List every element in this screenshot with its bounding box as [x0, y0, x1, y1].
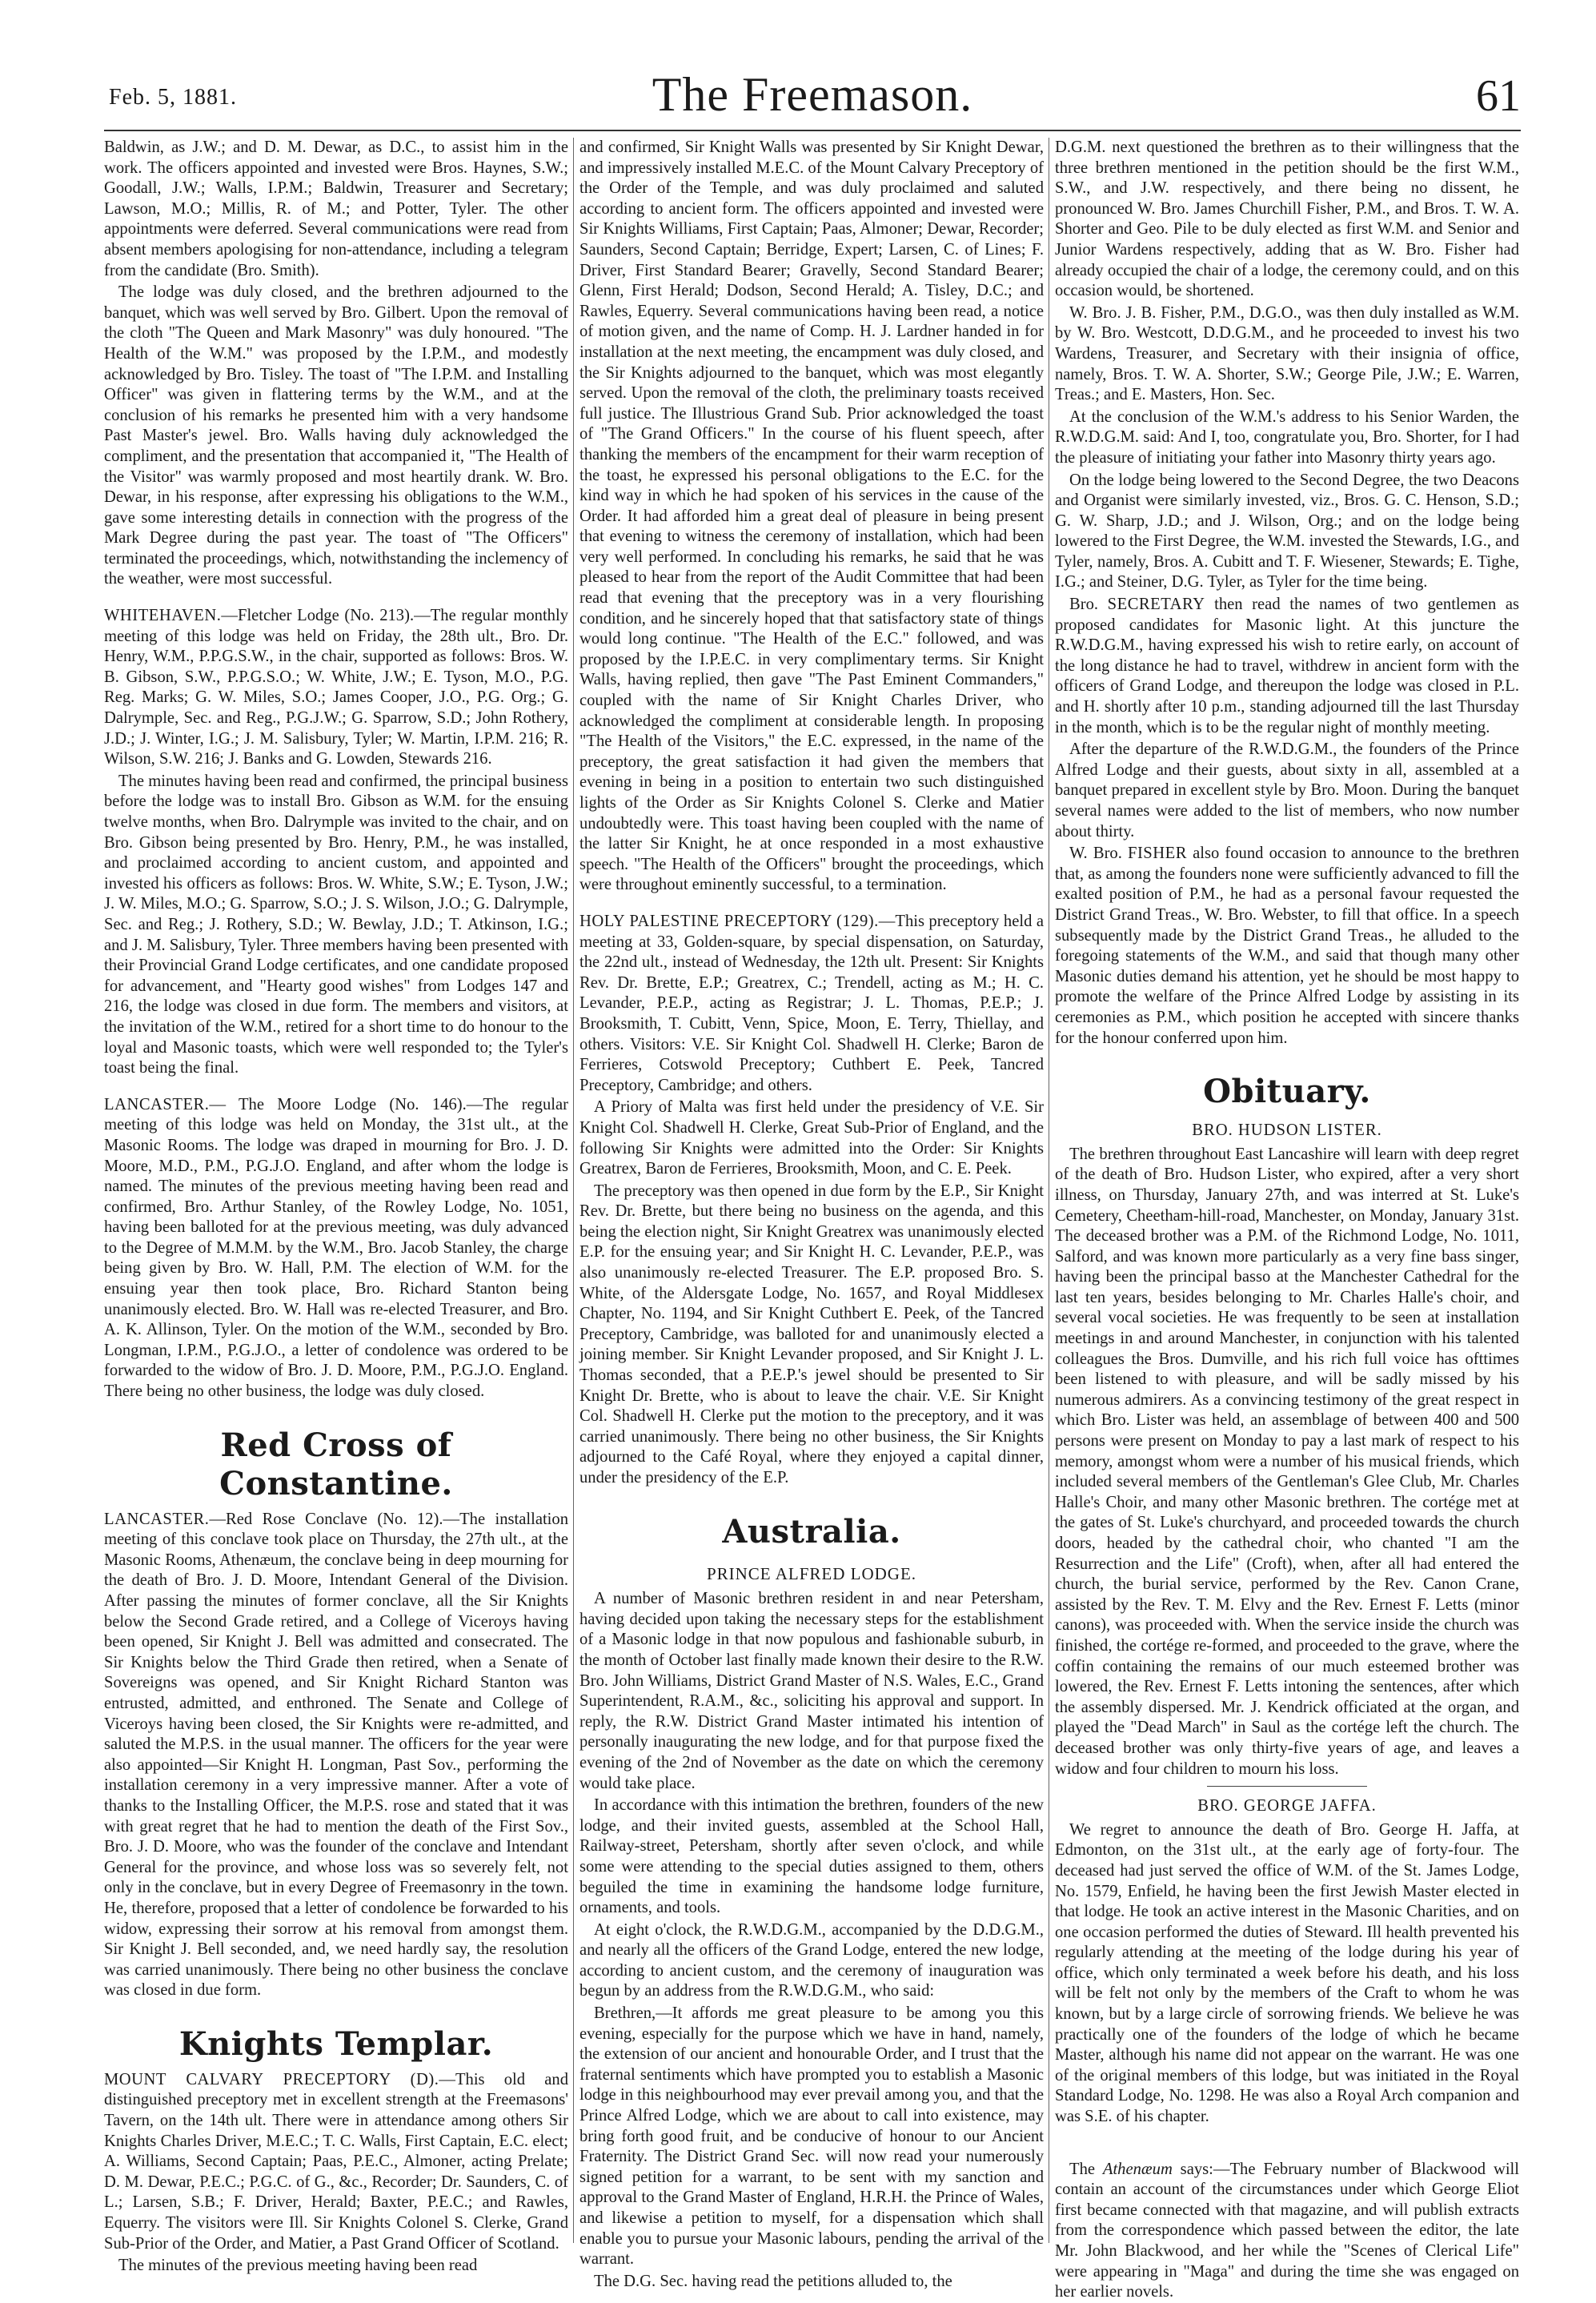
paragraph	[1055, 844, 1519, 1049]
paragraph: At eight o'clock, the R.W.D.G.M., accompanied by the D.D.G.M., and nearly all the officers of the Grand Lodge, entered the new lodge, according to ancient custom, and the ceremony of inauguration was begun by an address from the R.W.D.G.M., who said:	[579, 1920, 1044, 2000]
text-run: SECRETARY	[1107, 596, 1205, 614]
paragraph: The D.G. Sec. having read the petitions alluded to, the	[594, 2272, 952, 2290]
paragraph: We regret to announce the death of Bro. George H. Jaffa, at Edmonton, on the 31st ult., at the early age of forty-four. The deceased had just served the office of W.M. of the St. James Lodge, No. 1579, Enfield, he having been the first Jewish Master elected in that lodge. He took an active interest in the Masonic Charities, and on one occasion performed the duties of Steward. Ill health prevented his regularly attending at the meeting of the lodge during his year of office, which only terminated a week before his death, and his loss will be felt not only by the members of the Craft to whom he was known, but by a large circle of sorrowing friends. We believe he was practically one of the founders of the lodge of which he became Master, although his name did not appear on the warrant. He was one of the original members of this lodge, but was initiated in the Royal Standard Lodge, No. 1298. He was also a Royal Arch companion and was S.E. of his chapter.	[1055, 1820, 1519, 2126]
text-run: The	[1069, 2160, 1103, 2178]
report-text: — The Moore Lodge (No. 146).—The regular meeting of this lodge was held on Monday, the 31st ult., at the Masonic Rooms. The lodge was draped in mourning for Bro. J. D. Moore, M.D., P.M., P.G.J.O. England, and after whom the lodge is named. The minutes of the previous meeting having been read and confirmed, Bro. Arthur Stanley, of the Rowley Lodge, No. 1051, having been balloted for at the previous meeting, was duly advanced to the Degree of M.M.M. by the W.M., Bro. Jacob Stanley, the charge being given by Bro. W. Hall, P.M. The election of W.M. for the ensuing year then took place, Bro. Richard Stanton being unanimously elected. Bro. W. Hall was re-elected Treasurer, and Bro. A. K. Allinson, Tyler. On the motion of the W.M., seconded by Bro. Longman, I.P.M., P.G.J.O., a letter of condolence was ordered to be forwarded to the widow of Bro. J. D. Moore, P.M., P.G.J.O. England. There being no other business, the lodge was duly closed.	[104, 1095, 568, 1401]
paragraph: On the lodge being lowered to the Second Degree, the two Deacons and Organist were similarly invested, viz., Bros. G. C. Henson, S.D.; G. W. Sharp, J.D.; and J. Wilson, Org.; and on the lodge being lowered to the First Degree, the W.M. invested the Stewards, I.G., and Tyler, namely, Bros. A. Cubitt and T. F. Wiesener, Stewards; E. Tighe, I.G.; and Steiner, D.G. Tyler, as Tyler for the time being.	[1055, 471, 1519, 592]
obituary-name: BRO. HUDSON LISTER.	[1192, 1121, 1382, 1140]
paragraph: Baldwin, as J.W.; and D. M. Dewar, as D.C., to assist him in the work. The officers appointed and invested were Bros. Haynes, S.W.; Goodall, J.W.; Walls, I.P.M.; Baldwin, Treasurer and Secretary; Lawson, M.O.; Millis, R. of M.; and Potter, Tyler. The other appointments were deferred. Several communications were read from absent members apologising for non-attendance, including a telegram from the candidate (Bro. Smith).	[104, 138, 568, 279]
column-1	[104, 138, 568, 2275]
header-rule	[104, 130, 1521, 131]
paragraph: Brethren,—It affords me great pleasure to be among you this evening, especially for the purpose which we have in hand, namely, the extension of our ancient and honourable Order, and I trust that the fraternal sentiments which have prompted you to establish a Masonic lodge in this neighbourhood may ever prevail among you, and that the Prince Alfred Lodge, which we are about to call into existence, may bring forth good fruit, and be conducive of honour to our Ancient Fraternity. The District Grand Sec. will now read your numerously signed petition for a warrant, to be sent with my sanction and approval to the Grand Master of England, H.R.H. the Prince of Wales, and likewise a petition to myself, for a dispensation which shall enable you to pursue your Masonic labours, pending the arrival of the warrant.	[579, 2004, 1044, 2269]
paragraph: The minutes of the previous meeting having been read	[118, 2257, 478, 2275]
report-red-rose-conclave	[104, 1510, 568, 2001]
text-run: Athenæum	[1102, 2160, 1173, 2178]
column-2	[579, 138, 1044, 2290]
paragraph: In accordance with this intimation the brethren, founders of the new lodge, and their invited guests, assembled at the School Hall, Railway-street, Petersham, shortly after seven o'clock, and while some were attending to the special duties assigned to them, others beguiled the time in examining the handsome lodge furniture, ornaments, and tools.	[579, 1796, 1044, 1917]
paragraph: The lodge was duly closed, and the brethren adjourned to the banquet, which was well served by Bro. Gilbert. Upon the removal of the cloth "The Queen and Mark Masonry" was duly honoured. "The Health of the W.M." was proposed by the I.P.M., and modestly acknowledged by Bro. Tisley. The toast of "The I.P.M. and Installing Officer" was given in flattering terms by the W.M., and at the conclusion of his remarks he presented him with a very handsome Past Master's jewel. Bro. Walls having duly acknowledged the compliment, and the presentation that accompanied it, "The Health of the Visitor" was warmly proposed and most heartily drank. W. Bro. Dewar, in his response, after expressing his obligations to the W.M., gave some interesting details in connection with the progress of the Mark Degree during the past year. The toast of "The Officers" terminated the proceedings, which, notwithstanding the inclemency of the weather, were most successful.	[104, 283, 568, 588]
paragraph: After the departure of the R.W.D.G.M., the founders of the Prince Alfred Lodge and their guests, about sixty in all, assembled at a banquet prepared in excellent style by Bro. Moon. During the banquet several names were added to the list of members, who now number about thirty.	[1055, 740, 1519, 841]
divider	[1207, 1786, 1367, 1787]
text-run: says:—The February number of Blackwood will contain an account of the circumstances under which George Eliot first became connected with that magazine, and will publish extracts from the correspondence which passed between the editor, the late Mr. John Blackwood, and her while the "Scenes of Clerical Life" were appearing in "Maga" and during the time she was engaged on her earlier novels.	[1055, 2160, 1519, 2301]
text-run: then read the names of two gentlemen as proposed candidates for Masonic light. At this juncture the R.W.D.G.M., having expressed his wish to retire early, on account of the long distance he had to travel, withdrew in ancient form with the officers of Grand Lodge, and thereupon the lodge was closed in P.L. and H. shortly after 10 p.m., standing adjourned till the last Thursday in the month, which is to be the regular night of monthly meeting.	[1055, 596, 1520, 736]
subsection-title: PRINCE ALFRED LODGE.	[706, 1563, 917, 1583]
text-run: Bro.	[1069, 596, 1108, 614]
section-title-red-cross: Red Cross of Constantine.	[219, 1426, 453, 1503]
paragraph: The minutes having been read and confirmed, the principal business before the lodge was to install Bro. Gibson as W.M. for the ensuing twelve months, when Bro. Dalrymple was invited to the chair, and on Bro. Gibson being presented by Bro. Henry, P.M., he was installed, and proclaimed according to ancient custom, and appointed and invested his officers as follows: Bros. W. White, S.W.; E. Tyson, J.W.; J. W. Miles, M.O.; G. Sparrow, S.O.; J. S. Wilson, J.O.; G. Dalrymple, Sec. and Reg.; J. Rothery, S.D.; W. Bewlay, J.D.; T. Atkinson, I.G.; and J. M. Salisbury, Tyler. Three members having been presented with their Provincial Grand Lodge certificates, and one candidate proposed for advancement, and "Hearty good wishes" from Lodges 147 and 216, the lodge was closed in due form. The members and visitors, at the invitation of the W.M., retired for a short time to do honour to the loyal and Masonic toasts, which were well responded to; the Tyler's toast being the final.	[104, 772, 568, 1077]
report-text: —This old and distinguished preceptory met in excellent strength at the Freemasons' Tavern, on the 14th ult. There were in attendance among others Sir Knights Charles Driver, M.E.C.; T. C. Walls, First Captain, E.C. elect; A. Williams, Second Captain; Paas, P.E.C., Almoner, acting Prelate; D. M. Dewar, P.E.C.; P.G.C. of G., &c., Recorder; Dr. Saunders, C. of L.; Larsen, S.B.; F. Driver, Herald; Baxter, P.E.C.; and Rawles, Equerry. The visitors were Ill. Sir Knights Colonel S. Clerke, Grand Sub-Prior of the Order, and Matier, a Past Grand Officer of Scotland.	[104, 2070, 568, 2253]
text-run: W. Bro.	[1069, 845, 1128, 863]
report-heading: WHITEHAVEN.	[104, 607, 222, 625]
report-heading: LANCASTER.	[104, 1095, 210, 1113]
column-3	[1055, 138, 1520, 2301]
report-text: —This preceptory held a meeting at 33, Golden-square, by special dispensation, on Saturday, the 22nd ult., instead of Wednesday, the 12th ult. Present: Sir Knights Rev. Dr. Brette, E.P.; Greatrex, C.; Trendell, acting as M.; H. C. Levander, P.E.P., acting as Registrar; J. L. Thomas, P.E.P.; J. Brooksmith, T. Cubitt, Venn, Spice, Moon, E. Terry, Thiellay, and others. Visitors: V.E. Sir Knight Col. Shadwell H. Clerke; Baron de Ferrieres, Cotswold Preceptory; Cuthbert E. Peek, Tancred Preceptory, Cambridge; and others.	[579, 912, 1044, 1094]
paragraph: and confirmed, Sir Knight Walls was presented by Sir Knight Dewar, and impressively installed M.E.C. of the Mount Calvary Preceptory of the Order of the Temple, and was duly proclaimed and saluted according to ancient form. The officers appointed and invested were Sir Knights Williams, First Captain; Paas, Almoner; Dewar, Recorder; Saunders, Second Captain; Berridge, Expert; Larsen, C. of Lines; F. Driver, First Standard Bearer; Gravelly, Second Standard Bearer; Glenn, First Herald; Dodson, Second Herald; A. Tisley, D.C.; and Rawles, Equerry. Several communications having been read, a notice of motion given, and the name of Comp. H. J. Lardner handed in for installation at the next meeting, the encampment was duly closed, and the Sir Knights adjourned to the banquet, which was most elegantly served. Upon the removal of the cloth, the preliminary toasts received full justice. The Illustrious Grand Sub. Prior acknowledged the toast of "The Grand Officers." In the course of his fluent speech, after thanking the members of the encampment for their warm reception of the toast, he expressed his personal obligations to the E.C. for the kind way in which he had spoken of his services in the cause of the Order. It had afforded him a great deal of pleasure in being present that evening to witness the ceremony of installation, which had been very well performed. In concluding his remarks, he said that he was pleased to hear from the report of the Audit Committee that had been read that evening that the preceptory was in a very flourishing condition, and he sincerely hoped that that satisfactory state of things would long continue. "The Health of the E.C." followed, and was proposed by the I.P.E.C. in very complimentary terms. Sir Knight Walls, having replied, then gave "The Past Eminent Commanders," coupled with the name of Sir Knight Charles Driver, who acknowledged the compliment at considerable length. In proposing "The Health of the Visitors," the E.C. expressed, in the name of the preceptory, the great satisfaction it had given the members that evening in being in a position to entertain two such distinguished lights of the Order as Sir Knights Colonel S. Clerke and Matier undoubtedly were. This toast having been coupled with the name of the latter Sir Knight, he at once responded in a most exhaustive speech. "The Health of the Officers" brought the proceedings, which were throughout eminently successful, to a termination.	[579, 138, 1044, 894]
report-text: —Fletcher Lodge (No. 213).—The regular monthly meeting of this lodge was held on Friday, the 28th ult., Bro. Dr. Henry, W.M., P.P.G.S.W., in the chair, supported as follows: Bros. W. B. Gibson, S.W., P.P.G.S.O.; W. White, J.W.; E. Tyson, M.O., P.G. Reg. Marks; G. W. Miles, S.O.; James Cooper, J.O., P.G. Org.; G. Dalrymple, Sec. and Reg., P.G.J.W.; G. Sparrow, S.D.; John Rothery, J.D.; J. Winter, I.G.; J. M. Salisbury, Tyler; W. Martin, I.P.M. 216; R. Wilson, S.W. 216; J. Banks and G. Lowden, Stewards 216.	[104, 607, 568, 768]
column-divider	[573, 138, 574, 2243]
report-lancaster	[104, 1095, 568, 1402]
paragraph: A Priory of Malta was first held under the presidency of V.E. Sir Knight Col. Shadwell H. Clerke, Great Sub-Prior of England, and the following Sir Knights were admitted into the Order: Sir Knights Greatrex, Baron de Ferrieres, Brooksmith, Moon, and C. E. Peek.	[579, 1098, 1044, 1178]
paragraph: A number of Masonic brethren resident in and near Petersham, having decided upon taking the necessary steps for the establishment of a Masonic lodge in that now populous and fashionable suburb, in the month of October last finally made known their desire to the R.W. Bro. John Williams, District Grand Master of N.S. Wales, E.C., Grand Superintendent, R.A.M., &c., soliciting his approval and support. In reply, the R.W. District Grand Master intimated his intention of personally inaugurating the new lodge, and for that purpose fixed the evening of the 2nd of November as the date on which the ceremony would take place.	[579, 1590, 1044, 1792]
report-heading: MOUNT CALVARY PRECEPTORY (D).	[104, 2070, 439, 2088]
paragraph: W. Bro. J. B. Fisher, P.M., D.G.O., was then duly installed as W.M. by W. Bro. Westcott, D.D.G.M., and he proceeded to invest his two Wardens, Treasurer, and Secretary with their insignia of office, namely, Bros. T. W. A. Shorter, S.W.; George Pile, J.W.; E. Warren, Treas.; and E. Masters, Hon. Sec.	[1055, 303, 1519, 404]
paragraph: The brethren throughout East Lancashire will learn with deep regret of the death of Bro. Hudson Lister, who expired, after a very short illness, on Thursday, January 27th, and was interred at St. Luke's Cemetery, Cheetham-hill-road, Manchester, on Monday, January 31st. The deceased brother was a P.M. of the Richmond Lodge, No. 1011, Salford, and was known more particularly as a very fine bass singer, having been the principal basso at the Manchester Cathedral for the last ten years, besides belonging to Mr. Charles Halle's choir, and several vocal societies. He was frequently to be seen at installation meetings in and around Manchester, in conjunction with his talented colleagues the Bros. Dumville, and his rich full voice has ofttimes been listened to with pleasure, and will be sadly missed by his numerous admirers. As a convincing testimony of the great respect in which Bro. Lister was held, an assemblage of between 400 and 500 persons were present on Monday to pay a last mark of respect to his memory, amongst whom were a number of his musical friends, which included several members of the Gentleman's Glee Club, Mr. Charles Halle's Choir, and many other Masonic brethren. The cortége met at the gates of St. Luke's churchyard, and proceeded towards the church doors, headed by the cathedral choir, who chanted "I am the Resurrection and the Life" (Croft), when, after all had entered the church, the burial service, performed by the Rev. Canon Crane, assisted by the Rev. T. M. Elvy and the Rev. Ernest F. Letts (minor canons), was proceeded with. When the service inside the church was finished, the cortége re-formed, and proceeded to the grave, where the coffin containing the remains of our much esteemed brother was lowered, the Rev. Ernest F. Letts intoning the sentences, after which the assembly dispersed. Mr. J. Kendrick officiated at the organ, and played the "Dead March" in Saul as the cortége left the church. The deceased brother was only thirty-five years of age, and leaves a widow and four children to mourn his loss.	[1055, 1145, 1519, 1778]
issue-date: Feb. 5, 1881.	[109, 85, 237, 110]
paragraph: D.G.M. next questioned the brethren as to their willingness that the three brethren mentioned in the petition should be the first W.M., S.W., and J.W. respectively, and there being no dissent, he pronounced W. Bro. James Churchill Fisher, P.M., and Bros. T. W. A. Shorter and Geo. Pile to be duly elected as first W.M. and Senior and Junior Wardens respectively, adding that as W. Bro. Fisher had already occupied the chair of a lodge, the ceremony could, and on this occasion would, be shortened.	[1055, 138, 1519, 300]
report-mount-calvary	[104, 2070, 568, 2254]
report-heading: LANCASTER.	[104, 1510, 210, 1528]
page-header	[104, 62, 1521, 126]
section-title-knights-templar: Knights Templar.	[178, 2024, 494, 2063]
section-title-obituary: Obituary.	[1203, 1073, 1371, 1111]
report-whitehaven	[104, 606, 568, 770]
report-holy-palestine	[579, 912, 1044, 1096]
report-text: —Red Rose Conclave (No. 12).—The installation meeting of this conclave took place on Thursday, the 27th ult., at the Masonic Rooms, Athenæum, the conclave being in deep mourning for the death of Bro. J. D. Moore, Intendant General of the Division. After passing the minutes of former conclave, all the Sir Knights below the Second Grade retired, and a College of Viceroys having been opened, Sir Knight J. Bell was admitted and consecrated. The Sir Knights below the Third Grade then retired, when a Senate of Sovereigns was opened, and Sir Knight Richard Stanton was entrusted, admitted, and enthroned. The Senate and College of Viceroys having been closed, the Sir Knights were re-admitted, and saluted the M.P.S. in the usual manner. The officers for the year were also appointed—Sir Knight H. Longman, Past Sov., performing the installation ceremony in a very impressive manner. After a vote of thanks to the Installing Officer, the M.P.S. rose and stated that it was with great regret that he had to mention the death of the First Sov., Bro. J. D. Moore, who was the founder of the conclave and Intendant General for the province, and whose loss was so severely felt, not only in the conclave, but in every Degree of Freemasonry in the town. He, therefore, proposed that a letter of condolence be forwarded to his widow, expressing their sorrow at his removal from amongst them. Sir Knight J. Bell seconded, and, we need hardly say, the resolution was carried unanimously. There being no other business the conclave was closed in due form.	[104, 1510, 568, 2000]
paragraph	[1055, 595, 1519, 738]
report-heading: HOLY PALESTINE PRECEPTORY (129).	[579, 912, 879, 930]
obituary-name: BRO. GEORGE JAFFA.	[1197, 1797, 1377, 1816]
paragraph: At the conclusion of the W.M.'s address to his Senior Warden, the R.W.D.G.M. said: And I, too, congratulate you, Bro. Shorter, for I had the pleasure of initiating your father into Masonry thirty years ago.	[1055, 407, 1519, 467]
section-title-australia: Australia.	[722, 1512, 901, 1551]
text-run: also found occasion to announce to the brethren that, as among the founders none were sufficiently advanced to fill the exalted position of P.M., he had as a personal favour requested the District Grand Treas., W. Bro. Webster, to fill that office. In a speech subsequently made by the District Grand Treas., he alluded to the foregoing statements of the W.M., and said that though many other Masonic duties demand his attention, yet he should be most happy to promote the welfare of the Prince Alfred Lodge by assisting in its ceremonies as P.M., which position he accepted with sincere thanks for the honour conferred upon him.	[1055, 845, 1519, 1047]
paragraph: The preceptory was then opened in due form by the E.P., Sir Knight Rev. Dr. Brette, but there being no business on the agenda, and this being the election night, Sir Knight Greatrex was unanimously elected E.P. for the ensuing year; and Sir Knight H. C. Levander, P.E.P., was also unanimously re-elected Treasurer. The E.P. proposed Bro. S. White, of the Aldersgate Lodge, No. 1657, and Royal Middlesex Chapter, No. 1194, and Sir Knight Cuthbert E. Peek, of the Tancred Preceptory, Cambridge, was balloted for and unanimously elected a joining member. Sir Knight Levander proposed, and Sir Knight J. L. Thomas seconded, that a P.E.P.'s jewel should be presented to Sir Knight Dr. Brette, who is about to leave the chair. V.E. Sir Knight Col. Shadwell H. Clerke put the motion to the preceptory, and it was carried unanimously. There being no other business, the Sir Knights adjourned to the Café Royal, where they enjoyed a capital dinner, under the presidency of the E.P.	[579, 1182, 1044, 1487]
athenaeum-note	[1055, 2160, 1519, 2303]
masthead-title: The Freemason.	[652, 68, 973, 121]
text-run: FISHER	[1128, 845, 1187, 863]
page-number: 61	[1476, 71, 1521, 121]
